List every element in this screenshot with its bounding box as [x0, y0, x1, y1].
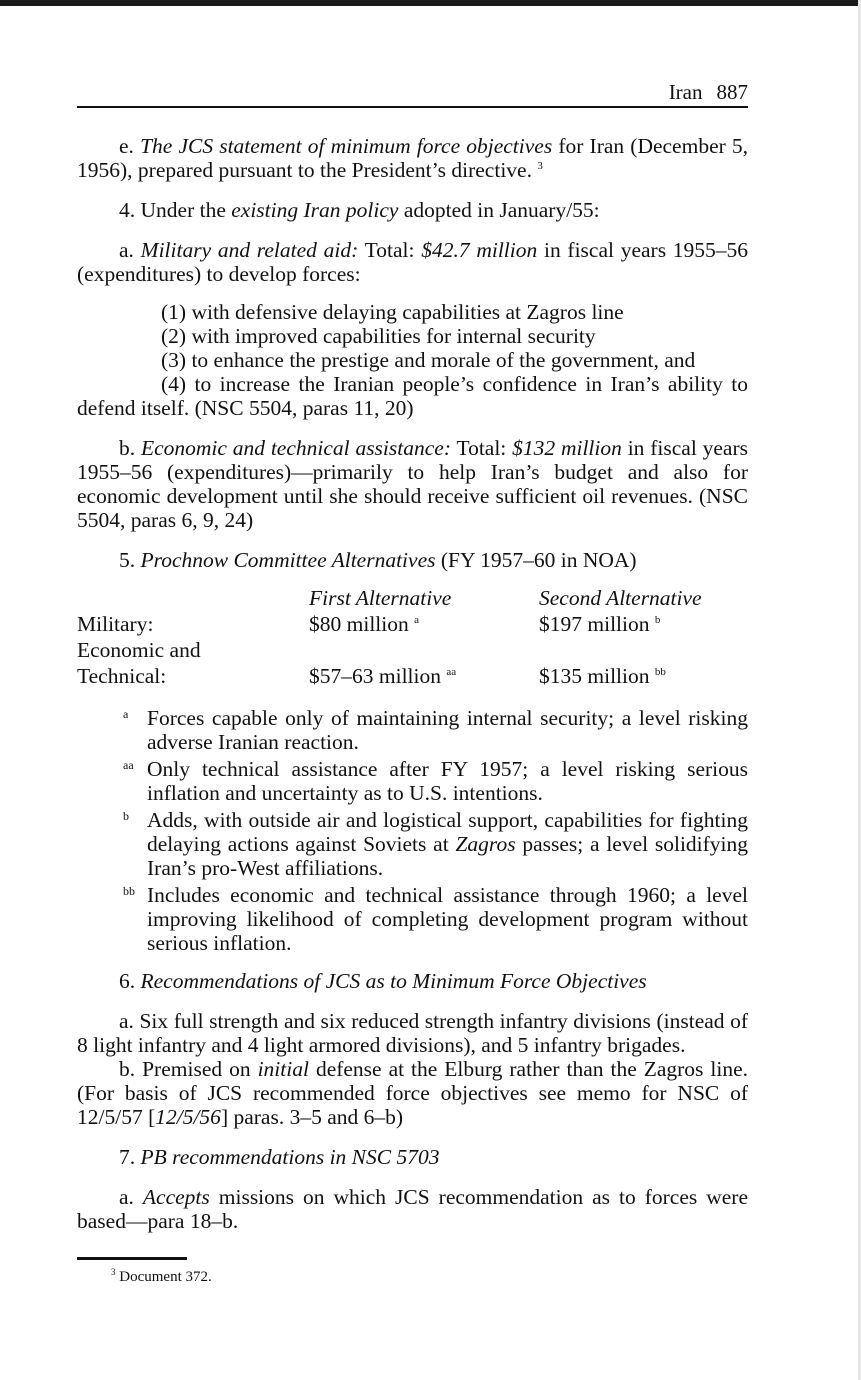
cell-value: $80 million	[309, 612, 409, 636]
footnote-text: Document 372.	[119, 1269, 212, 1285]
list-item: (3) to enhance the prestige and morale of the government, and	[161, 348, 696, 372]
paragraph-4a	[77, 238, 748, 286]
note-marker: b	[654, 613, 661, 626]
italic-phrase: Prochnow Committee Alternatives	[140, 548, 436, 572]
note-text: Adds, with outside air and logistical support, capabilities for fighting delaying actions against Soviets at	[147, 808, 748, 856]
table-note	[77, 757, 748, 805]
cell-economic-second	[539, 664, 666, 688]
italic-phrase: existing Iran policy	[231, 198, 399, 222]
document-page	[77, 78, 748, 1286]
cell-value: $135 million	[539, 664, 650, 688]
footnote-ref: 3	[537, 159, 543, 172]
note-marker: b	[123, 809, 129, 823]
row-label-economic: Economic and	[77, 638, 201, 662]
paragraph-4	[77, 198, 748, 222]
list-item: (4) to increase the Iranian people’s confidence in Iran’s ability to defend itself. (NSC 5504, paras 11, 20)	[77, 372, 748, 420]
italic-phrase: Military and related aid:	[140, 238, 359, 262]
paragraph-5	[77, 548, 748, 572]
paragraph-6b	[77, 1057, 748, 1129]
row-label-military: Military:	[77, 612, 154, 636]
item-label: b.	[119, 436, 136, 460]
paragraph-text: in fiscal years 1955–56 (expenditures) to develop forces:	[77, 238, 749, 286]
amount: $42.7 million	[421, 238, 538, 262]
note-marker: a	[414, 613, 420, 626]
paragraph-text: in fiscal years 1955–56 (expenditures)—primarily to help Iran’s budget and also for economic development until she should receive sufficient oil revenues. (NSC 5504, paras 6, 9, 24)	[77, 436, 748, 532]
italic-phrase: The JCS statement of minimum force objectives	[140, 134, 553, 158]
cell-value: $57–63 million	[309, 664, 441, 688]
note-marker: bb	[123, 884, 135, 898]
running-header	[77, 78, 748, 108]
table-note	[77, 808, 748, 880]
paragraph-text: missions on which JCS recommendation as to forces were based—para 18–b.	[77, 1185, 748, 1233]
paragraph-text: adopted in January/55:	[403, 198, 600, 222]
item-label: a.	[119, 238, 134, 262]
column-header-second: Second Alternative	[539, 586, 702, 610]
paragraph-text: Total:	[456, 436, 507, 460]
paragraph-7a	[77, 1185, 748, 1233]
amount: $132 million	[512, 436, 622, 460]
item-label: 6.	[119, 969, 136, 993]
scan-top-edge	[0, 0, 861, 6]
item-label: a.	[119, 1185, 134, 1209]
paragraph-text: for Iran (December 5, 1956), prepared pursuant to the President’s directive.	[77, 134, 749, 182]
list-item: (2) with improved capabilities for internal security	[161, 324, 596, 348]
italic-phrase: 12/5/56	[155, 1105, 221, 1129]
alternatives-table	[77, 586, 748, 690]
table-note	[77, 883, 748, 955]
italic-phrase: Accepts	[142, 1185, 210, 1209]
cell-military-first	[309, 612, 419, 636]
note-marker: bb	[654, 665, 666, 678]
paragraph-6	[77, 969, 748, 993]
paragraph-6a: a. Six full strength and six reduced strength infantry divisions (instead of 8 light infantry and 4 light armored divisions), and 5 infantry brigades.	[77, 1009, 748, 1057]
footnote	[77, 1268, 748, 1286]
footnote-divider	[77, 1257, 187, 1260]
note-text: passes; a level solidifying Iran’s pro-West affiliations.	[147, 832, 749, 880]
paragraph-text: b. Premised on	[119, 1057, 251, 1081]
italic-phrase: Economic and technical assistance:	[140, 436, 451, 460]
note-text: Forces capable only of maintaining internal security; a level risking adverse Iranian reaction.	[147, 706, 748, 754]
paragraph-text: 4. Under the	[119, 198, 226, 222]
item-label: 7.	[119, 1145, 136, 1169]
paragraph-text: (FY 1957–60 in NOA)	[440, 548, 637, 572]
italic-phrase: PB recommendations in NSC 5703	[140, 1145, 440, 1169]
paragraph-4b	[77, 436, 748, 532]
item-label: e.	[119, 134, 134, 158]
paragraph-text: ] paras. 3–5 and 6–b)	[220, 1105, 404, 1129]
note-text: Includes economic and technical assistance through 1960; a level improving likelihood of completing development program without serious inflation.	[147, 883, 748, 955]
note-marker: a	[123, 707, 129, 721]
cell-economic-first	[309, 664, 456, 688]
paragraph-text: defense at the Elburg rather than the Zagros line. (For basis of JCS recommended force objectives see memo for NSC of 12/5/57 [	[77, 1057, 749, 1129]
header-title: Iran	[668, 80, 703, 104]
column-header-first: First Alternative	[309, 586, 452, 610]
paragraph-text: Total:	[364, 238, 415, 262]
table-note	[77, 706, 748, 754]
list-item: (1) with defensive delaying capabilities at Zagros line	[161, 300, 624, 324]
table-notes	[77, 706, 748, 955]
page-number: 887	[716, 80, 748, 104]
italic-phrase: initial	[257, 1057, 309, 1081]
italic-phrase: Zagros	[455, 832, 516, 856]
cell-value: $197 million	[539, 612, 650, 636]
item-label: 5.	[119, 548, 136, 572]
force-list	[77, 300, 748, 420]
note-marker: aa	[123, 758, 134, 772]
paragraph-e	[77, 134, 748, 182]
note-marker: aa	[446, 665, 457, 678]
cell-military-second	[539, 612, 660, 636]
paragraph-7	[77, 1145, 748, 1169]
row-label-technical: Technical:	[77, 664, 167, 688]
footnote-marker: 3	[111, 1267, 116, 1277]
note-text: Only technical assistance after FY 1957; a level risking serious inflation and uncertainty as to U.S. intentions.	[147, 757, 748, 805]
italic-phrase: Recommendations of JCS as to Minimum Force Objectives	[140, 969, 647, 993]
